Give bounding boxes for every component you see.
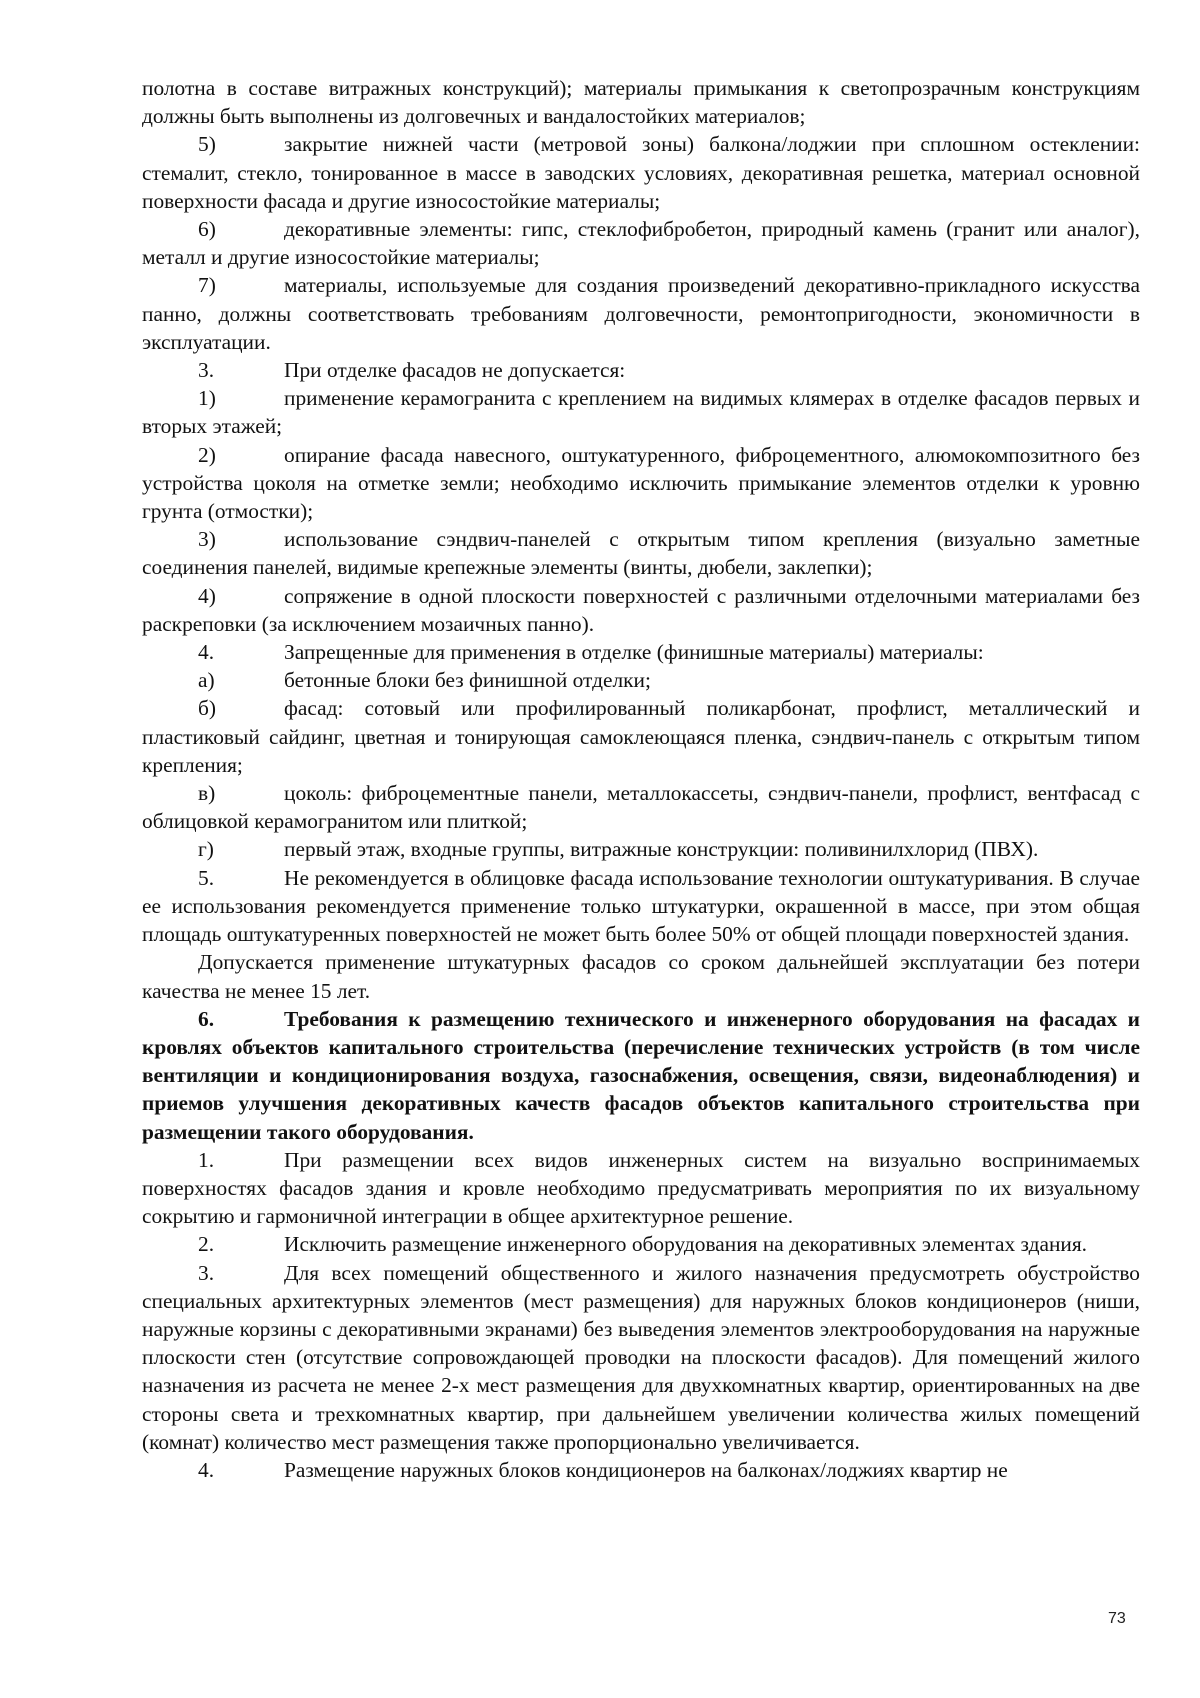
list-number: 6): [198, 217, 216, 242]
section-number: 6.: [198, 1006, 215, 1031]
list-item: [142, 835, 1140, 863]
list-number: 4): [198, 583, 216, 608]
list-item: [142, 666, 1140, 694]
list-text: закрытие нижней части (метровой зоны) балкона/лоджии при сплошном остеклении: стемалит, стекло, тонированное в массе в заводских условиях, декоративная решетка, материал основной поверхности фасада и другие износостойкие материалы;: [142, 132, 1140, 213]
list-text: материалы, используемые для создания произведений декоративно-прикладного искусства панно, должны соответствовать требованиям долговечности, ремонтопригодности, экономичности в эксплуатации.: [142, 273, 1140, 354]
list-number: б): [198, 696, 217, 721]
list-text: использование сэндвич-панелей с открытым типом крепления (визуально заметные соединения панелей, видимые крепежные элементы (винты, дюбели, заклепки);: [142, 527, 1140, 580]
list-item: [142, 384, 1140, 440]
list-number: 5): [198, 132, 216, 157]
paragraph: [142, 948, 1140, 1004]
list-text: Исключить размещение инженерного оборудования на декоративных элементах здания.: [284, 1232, 1088, 1257]
section-heading: [142, 1005, 1140, 1146]
list-text: Не рекомендуется в облицовке фасада использование технологии оштукатуривания. В случае ее использования рекомендуется применение только штукатурки, окрашенной в массе, при этом общая площадь оштукатуренных поверхностей не может быть более 50% от общей площади поверхностей здания.: [142, 865, 1140, 947]
list-text: декоративные элементы: гипс, стеклофибробетон, природный камень (гранит или аналог), металл и другие износостойкие материалы;: [142, 217, 1140, 270]
list-number: 1.: [198, 1147, 215, 1172]
list-number: 1): [198, 386, 216, 411]
paragraph-continuation: [142, 74, 1140, 130]
document-page: [142, 74, 1140, 1484]
list-number: 3.: [198, 1260, 215, 1285]
list-number: в): [198, 781, 216, 806]
list-text: первый этаж, входные группы, витражные конструкции: поливинилхлорид (ПВХ).: [284, 837, 1039, 862]
list-number: г): [198, 837, 214, 862]
list-text: бетонные блоки без финишной отделки;: [284, 668, 651, 693]
list-text: Размещение наружных блоков кондиционеров на балконах/лоджиях квартир не: [284, 1457, 1008, 1482]
list-number: а): [198, 668, 215, 693]
list-number: 2.: [198, 1232, 215, 1257]
list-number: 4.: [198, 640, 215, 665]
list-item: [142, 864, 1140, 949]
list-item: [142, 582, 1140, 638]
list-number: 3): [198, 527, 216, 552]
list-number: 5.: [198, 865, 215, 890]
list-item: [142, 1456, 1140, 1484]
paragraph-text: полотна в составе витражных конструкций); материалы примыкания к светопрозрачным конструкциям должны быть выполнены из долговечных и вандалостойких материалов;: [142, 76, 1140, 129]
list-item: [142, 130, 1140, 215]
list-item: [142, 525, 1140, 581]
list-item: [142, 694, 1140, 779]
list-number: 7): [198, 273, 216, 298]
list-text: применение керамогранита с креплением на видимых клямерах в отделке фасадов первых и вторых этажей;: [142, 386, 1140, 439]
list-number: 4.: [198, 1457, 215, 1482]
list-item: [142, 441, 1140, 526]
list-item: [142, 215, 1140, 271]
list-item: [142, 1259, 1140, 1456]
list-item: [142, 1230, 1140, 1258]
list-text: цоколь: фиброцементные панели, металлокассеты, сэндвич-панели, профлист, вентфасад с облицовкой керамогранитом или плиткой;: [142, 781, 1140, 834]
list-text: сопряжение в одной плоскости поверхностей с различными отделочными материалами без раскреповки (за исключением мозаичных панно).: [142, 583, 1140, 636]
list-text: фасад: сотовый или профилированный поликарбонат, профлист, металлический и пластиковый сайдинг, цветная и тонирующая самоклеющаяся пленка, сэндвич-панель с открытым типом крепления;: [142, 696, 1140, 777]
list-text: Запрещенные для применения в отделке (финишные материалы) материалы:: [284, 640, 984, 665]
list-item: [142, 779, 1140, 835]
list-text: Для всех помещений общественного и жилого назначения предусмотреть обустройство специальных архитектурных элементов (мест размещения) для наружных блоков кондиционеров (ниши, наружные корзины с декоративными экранами) без выведения элементов электрооборудования на наружные плоскости стен (отсутствие сопровождающей проводки на плоскости фасадов). Для помещений жилого назначения из расчета не менее 2-х мест размещения для двухкомнатных квартир, ориентированных на две стороны света и трехкомнатных квартир, при дальнейшем увеличении количества жилых помещений (комнат) количество мест размещения также пропорционально увеличивается.: [142, 1260, 1140, 1454]
page-number: 73: [1108, 1610, 1126, 1627]
list-text: опирание фасада навесного, оштукатуренного, фиброцементного, алюмокомпозитного без устройства цоколя на отметке земли; необходимо исключить примыкание элементов отделки к уровню грунта (отмостки);: [142, 442, 1140, 524]
list-text: При размещении всех видов инженерных систем на визуально воспринимаемых поверхностях фасадов здания и кровле необходимо предусматривать мероприятия по их визуальному сокрытию и гармоничной интеграции в общее архитектурное решение.: [142, 1147, 1140, 1229]
paragraph-text: Допускается применение штукатурных фасадов со сроком дальнейшей эксплуатации без потери качества не менее 15 лет.: [142, 950, 1140, 1003]
list-item: [142, 1146, 1140, 1231]
list-text: При отделке фасадов не допускается:: [284, 358, 626, 383]
list-number: 2): [198, 442, 216, 467]
list-item: [142, 356, 1140, 384]
list-item: [142, 271, 1140, 356]
list-item: [142, 638, 1140, 666]
list-number: 3.: [198, 358, 215, 383]
section-title: Требования к размещению технического и инженерного оборудования на фасадах и кровлях объектов капитального строительства (перечисление технических устройств (в том числе вентиляции и кондиционирования воздуха, газоснабжения, освещения, связи, видеонаблюдения) и приемов улучшения декоративных качеств фасадов объектов капитального строительства при размещении такого оборудования.: [142, 1006, 1140, 1144]
